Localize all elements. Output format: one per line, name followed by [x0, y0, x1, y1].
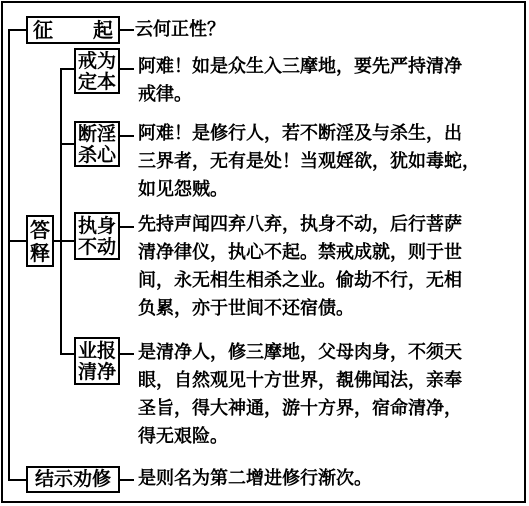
zhengqi-text: 云何正性？	[135, 19, 225, 40]
item-label: 戒为定本	[77, 50, 116, 93]
connector-jieshi	[8, 479, 26, 481]
item-line: 三界者，无有是处！当观婬欲，犹如毒蛇，	[138, 151, 480, 172]
connector-zhengqi	[8, 29, 26, 31]
item-text	[138, 339, 462, 451]
zhengqi-box	[26, 16, 120, 44]
item-line: 清净律仪，执心不起。禁戒成就，则于世	[138, 242, 462, 263]
item-label-box	[74, 121, 120, 167]
zhengqi-label: 征 起	[33, 18, 113, 42]
item-line: 阿难！是修行人，若不断淫及与杀生，出	[138, 123, 462, 144]
item-dash	[120, 68, 134, 70]
jieshi-text: 是则名为第二增进修行渐次。	[138, 468, 372, 489]
connector-dashi	[8, 240, 26, 242]
item-line: 得无艰险。	[138, 426, 228, 447]
item-label: 执身不动	[77, 215, 116, 258]
jieshi-dash	[120, 479, 134, 481]
dashi-box	[26, 215, 54, 267]
item-line: 戒律。	[138, 84, 192, 105]
jieshi-label: 结示劝修	[34, 468, 111, 490]
item-label: 业报清净	[77, 340, 116, 383]
item-label: 断淫杀心	[77, 123, 116, 166]
item-line: 先持声闻四弃八弃，执身不动，后行菩萨	[138, 214, 462, 235]
item-dash	[120, 226, 134, 228]
item-text	[138, 120, 480, 204]
item-line: 如见怨贼。	[138, 179, 228, 200]
connector-item-4	[60, 353, 74, 355]
main-trunk-line	[8, 29, 10, 481]
item-line: 间，永无相生相杀之业。偷劫不行，无相	[138, 270, 462, 291]
item-line: 负累，亦于世间不还宿债。	[138, 298, 354, 319]
item-line: 圣旨，得大神通，游十方界，宿命清净，	[138, 398, 462, 419]
item-label-box	[74, 48, 120, 94]
item-line: 阿难！如是众生入三摩地，要先严持清净	[138, 56, 462, 77]
sub-trunk-line	[60, 68, 62, 354]
jieshi-box	[26, 466, 120, 493]
item-label-box	[74, 337, 120, 385]
item-line: 眼，自然观见十方世界，覩佛闻法，亲奉	[138, 370, 462, 391]
zhengqi-dash	[120, 29, 134, 31]
connector-item-1	[60, 68, 74, 70]
item-text	[138, 53, 462, 109]
item-line: 是清净人，修三摩地，父母肉身，不须天	[138, 342, 462, 363]
item-label-box	[74, 212, 120, 260]
item-dash	[120, 135, 134, 137]
item-text	[138, 211, 462, 323]
connector-item-2	[60, 143, 74, 145]
dashi-label: 答释	[30, 218, 50, 265]
connector-item-3	[60, 240, 74, 242]
item-dash	[120, 353, 134, 355]
